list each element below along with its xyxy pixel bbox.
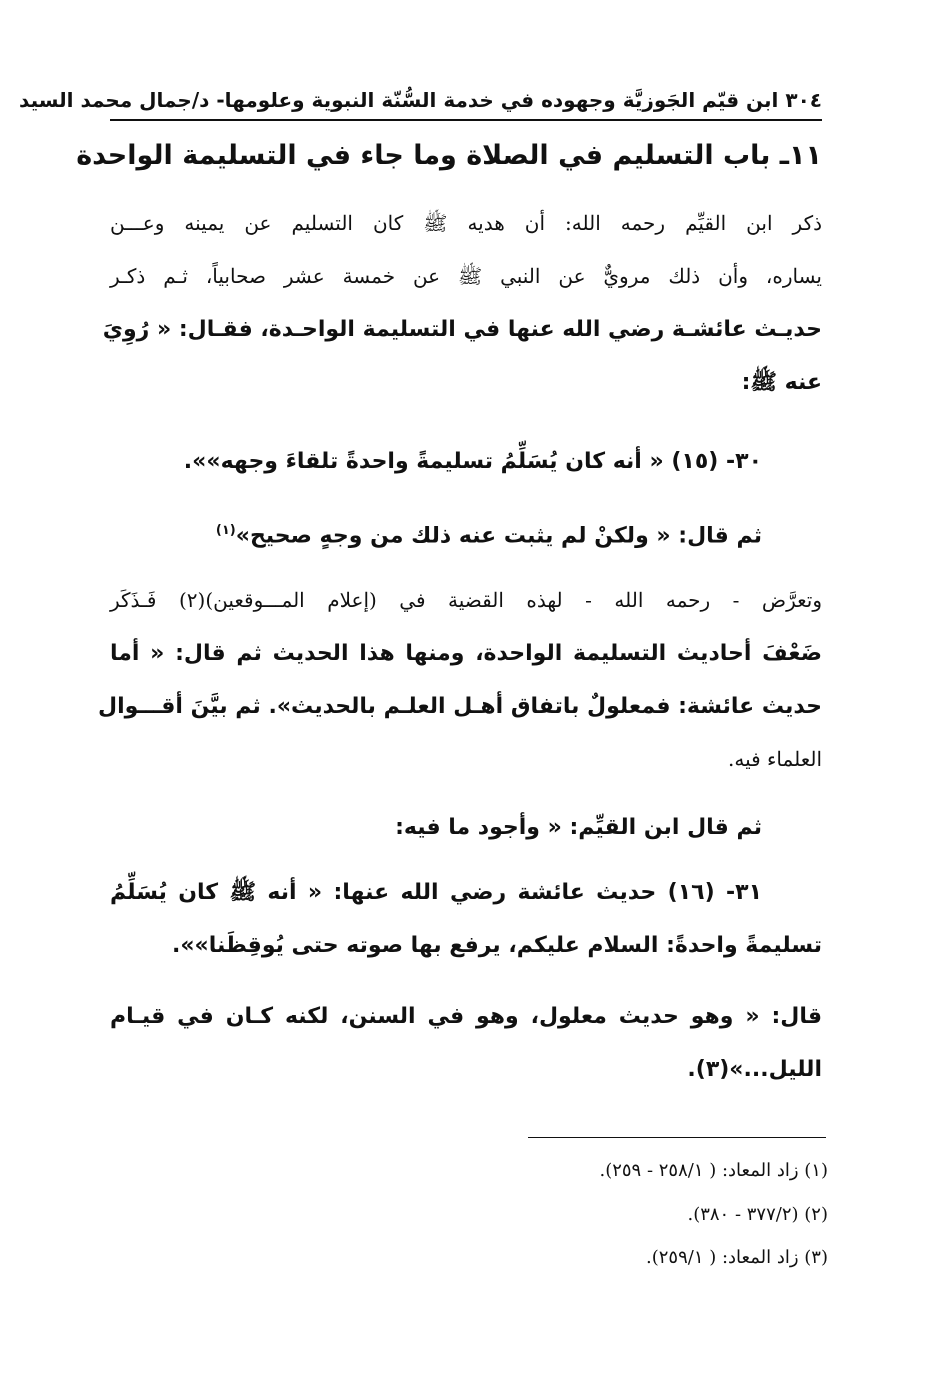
- footnote-3: (٣) زاد المعاد: ( ٢٥٩/١).: [646, 1247, 828, 1268]
- paragraph-line: يساره، وأن ذلك مرويٌّ عن النبي ﷺ عن خمسة عشر صحابياً، ثـم ذكـر: [110, 264, 822, 288]
- running-header: ٣٠٤ ابن قيّم الجَوزيَّة وجهوده في خدمة السُّنّة النبوية وعلومها- د/جمال محمد السيد: [19, 88, 822, 112]
- paragraph-2: [98, 574, 822, 786]
- footnote-2: (٢) (٣٧٧/٢ - ٣٨٠).: [687, 1204, 828, 1225]
- ibn-qayyim-said: ثم قال ابن القيِّم: « وأجود ما فيه:: [395, 815, 762, 840]
- then-said-text: ثم قال: « ولكنْ لم يثبت عنه ذلك من وجهٍ صحيح»: [235, 523, 762, 549]
- hadith-31: [110, 866, 822, 972]
- paragraph-line: حديـث عائشـة رضي الله عنها في التسليمة الواحـدة، فقـال: « رُوِيَ: [102, 317, 822, 342]
- footnote-divider: [528, 1137, 826, 1138]
- paragraph-line: ذكر ابن القيِّم رحمه الله: أن هديه ﷺ كان التسليم عن يمينه وعـــن: [110, 211, 822, 235]
- paragraph-line: حديث عائشة: فمعلولٌ باتفاق أهـل العلـم بالحديث». ثم بيَّنَ أقـــوال: [98, 694, 822, 719]
- paragraph-line: الليل...»(٣).: [687, 1057, 822, 1082]
- hadith-30: ٣٠- (١٥) « أنه كان يُسَلِّمُ تسليمةً واحدةً تلقاءَ وجهه»».: [183, 449, 762, 474]
- paragraph-line: العلماء فيه.: [727, 747, 822, 771]
- paragraph-line: عنه ﷺ:: [741, 370, 822, 395]
- footnote-1: (١) زاد المعاد: ( ٢٥٨/١ - ٢٥٩).: [599, 1160, 828, 1181]
- header-divider: [110, 119, 822, 121]
- paragraph-line: قال: « وهو حديث معلول، وهو في السنن، لكنه كـان في قيـام: [110, 1004, 822, 1029]
- paragraph-line: تسليمةً واحدةً: السلام عليكم، يرفع بها صوته حتى يُوقِظَنا»».: [171, 933, 822, 958]
- then-said-line: [110, 506, 822, 561]
- footnote-ref: (١): [215, 523, 236, 538]
- paragraph-1: [102, 197, 822, 409]
- paragraph-3: [110, 990, 822, 1096]
- section-title: ١١ـ باب التسليم في الصلاة وما جاء في التسليمة الواحدة: [76, 140, 822, 171]
- paragraph-line: ضَعْفَ أحاديث التسليمة الواحدة، ومنها هذا الحديث ثم قال: « أما: [110, 641, 822, 666]
- paragraph-line: ٣١- (١٦) حديث عائشة رضي الله عنها: « أنه ﷺ كان يُسَلِّمُ: [110, 880, 762, 905]
- paragraph-line: وتعرَّض - رحمه الله - لهذه القضية في (إعلام المـــوقعين)(٢) فَـذَكَر: [110, 588, 822, 612]
